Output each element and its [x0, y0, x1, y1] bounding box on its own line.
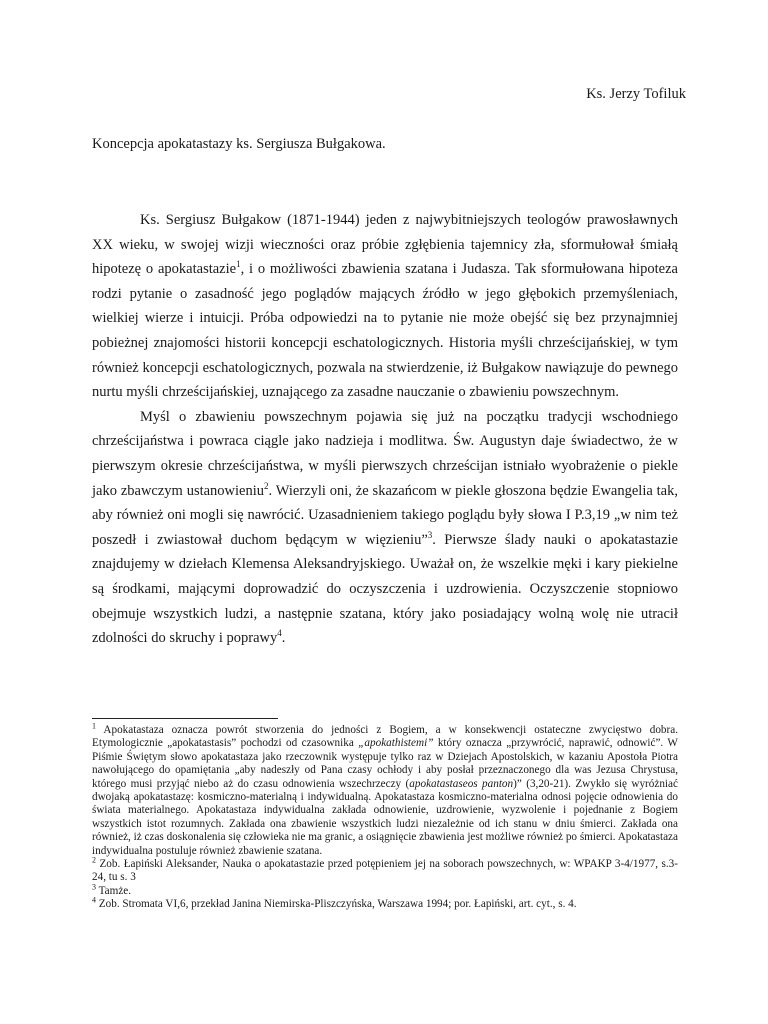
footnote-1-italic-1: „apokathistemi” — [358, 737, 434, 750]
footnote-4-text: Zob. Stromata VI,6, przekład Janina Niemirska-Pliszczyńska, Warszawa 1994; por. Łapiński, art. cyt., s. 4. — [96, 898, 577, 911]
footnote-1 — [92, 721, 678, 858]
footnote-1-italic-2: apokatastaseos panton — [409, 777, 514, 790]
paragraph-1 — [92, 208, 678, 405]
body-text — [92, 208, 678, 651]
footnote-3-number: 3 — [92, 882, 96, 892]
paragraph-2-text-d: . — [281, 630, 286, 647]
footnote-4-number: 4 — [92, 895, 96, 905]
footnote-ref-3[interactable]: 3 — [427, 529, 433, 540]
footnote-2 — [92, 855, 678, 885]
paragraph-2-text-c: . Pierwsze ślady nauki o apokatastazie znajdujemy w dziełach Klemensa Aleksandryjskiego. Uważał on, że wszelkie męki i kary piekielne są środkami, mającymi doprowadzić do oczyszczenia i uzdrowienia. Oczyszczenie stopniowo obejmuje wszystkich ludzi, a następnie szatana, który jako posiadający wolną wolę nie utracił zdolności do skruchy i poprawy — [92, 531, 678, 647]
footnote-3-text: Tamże. — [96, 884, 132, 897]
footnotes — [92, 721, 678, 912]
paragraph-2-text-a: Myśl o zbawieniu powszechnym pojawia się już na początku tradycji wschodniego chrześcijaństwa i powraca ciągle jako nadzieja i modlitwa. Św. Augustyn daje świadectwo, że w pierwszym okresie chrześcijaństwa, w myśli pierwszych chrześcijan istniało wyobrażenie o piekle jako zbawczym ustanowieniu — [92, 408, 678, 499]
paragraph-2 — [92, 405, 678, 651]
footnote-ref-2[interactable]: 2 — [264, 480, 269, 491]
document-title: Koncepcja apokatastazy ks. Sergiusza Bułgakowa. — [92, 136, 386, 152]
footnote-2-number: 2 — [92, 855, 96, 865]
footnote-3 — [92, 882, 678, 898]
footnote-1-text-b: który oznacza „przywrócić, naprawić, odnowić”. W Piśmie Świętym słowo apokatastaza jako rzeczownik występuje tylko raz w Dziejach Apostolskich, w kazaniu Apostoła Piotra nawołującego do opamiętania „aby nadeszły od Pana czasy ochłody i aby posłał przeznaczonego dla was Jezusa Chrystusa, którego musi przyjąć niebo aż do czasu odnowienia wszechrzeczy ( — [92, 737, 678, 790]
footnote-1-text-a: Apokatastaza oznacza powrót stworzenia do jedności z Bogiem, a w konsekwencji ostateczne zwycięstwo dobra. Etymologicznie „apokatastasis” pochodzi od czasownika — [92, 724, 678, 750]
footnote-ref-4[interactable]: 4 — [277, 628, 282, 639]
paragraph-2-text-b: . Wierzyli oni, że skazańcom w piekle głoszona będzie Ewangelia tak, aby również oni mogli się nawrócić. Uzasadnieniem takiego poglądu były słowa I P.3,19 „w nim też poszedł i zwiastował duchom będącym w więzieniu” — [92, 482, 678, 548]
author-name: Ks. Jerzy Tofiluk — [586, 86, 686, 102]
paragraph-1-text-a: Ks. Sergiusz Bułgakow (1871-1944) jeden z najwybitniejszych teologów prawosławnych XX wieku, w swojej wizji wieczności oraz próbie zgłębienia tajemnicy zła, sformułował śmiałą hipotezę o apokatastazie — [92, 212, 678, 278]
footnote-ref-1[interactable]: 1 — [236, 259, 241, 270]
footnote-1-number: 1 — [92, 721, 96, 731]
paragraph-1-text-b: , i o możliwości zbawienia szatana i Judasza. Tak sformułowana hipoteza rodzi pytanie o zasadność jego poglądów mających źródło w jego głębokich przemyśleniach, wielkiej wierze i intuicji. Próba odpowiedzi na to pytanie nie może obejść się bez przynajmniej pobieżnej znajomości historii koncepcji eschatologicznych. Historia myśli chrześcijańskiej, w tym również koncepcji eschatologicznych, pozwala na stwierdzenie, iż Bułgakow nawiązuje do pewnego nurtu myśli chrześcijańskiej, uznającego za zasadne nauczanie o zbawieniu powszechnym. — [92, 261, 678, 401]
footnote-4 — [92, 895, 678, 911]
footnote-separator — [92, 718, 278, 719]
footnote-2-text: Zob. Łapiński Aleksander, Nauka o apokatastazie przed potępieniem jej na soborach powszechnych, w: WPAKP 3-4/1977, s.3-24, tu s. 3 — [92, 858, 678, 884]
footnote-1-text-c: )” (3,20-21). Zwykło się wyróżniać dwojaką apokatastazę: kosmiczno-materialną i indywidualną. Apokatastaza kosmiczno-materialna odnosi pojęcie odnowienia do świata materialnego. Apokatastaza indywidualna zakłada odnowienie, uzdrowienie, wyzwolenie i pojednanie z Bogiem wszystkich istot rozumnych. Zakłada ona zbawienie wszystkich ludzi niezależnie od ich stanu w dniu śmierci. Zakłada ona również, iż czas doskonalenia się człowieka nie ma granic, a osiągnięcie zbawienia jest możliwe również po śmierci. Apokatastaza indywidualna postuluje również zbawienie szatana. — [92, 777, 678, 857]
